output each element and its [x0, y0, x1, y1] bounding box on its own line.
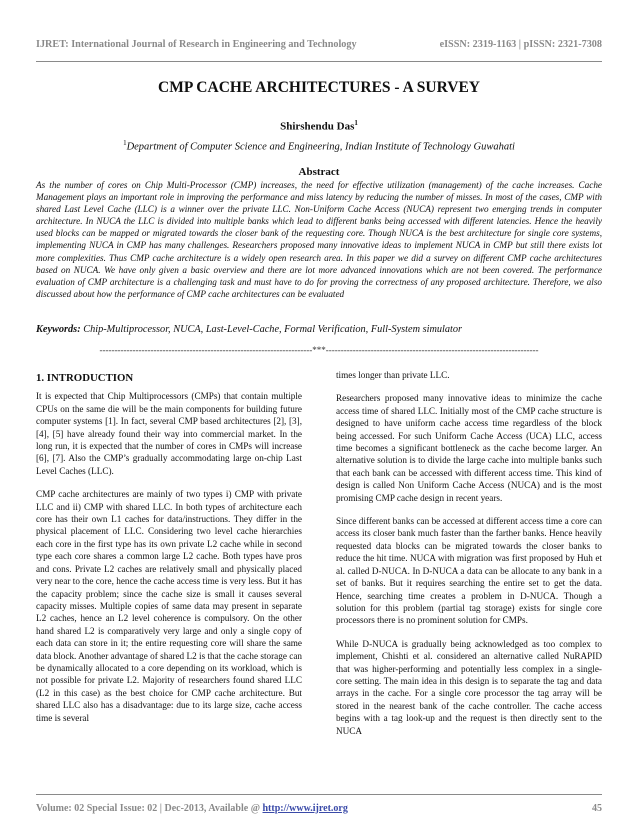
section-heading: 1. INTRODUCTION: [36, 372, 134, 384]
affiliation-text: Department of Computer Science and Engineering, Indian Institute of Technology Guwahati: [126, 141, 515, 153]
paragraph: Since different banks can be accessed at different access time a core can access its closer bank much faster than the farther banks. Hence heavily requested data blocks can be migrated towards the closer banks to reduce the hit time. NUCA with migration was first proposed by Huh et al. called D-NUCA. In D-NUCA a data can be allocate to any bank in a set of banks. But it requires searching the entire set to get the data. Hence, searching time creates a problem in D-NUCA. Though a solution for this problem (partial tag storage) exists for single core processors there is no prominent solution for CMPs.: [336, 516, 602, 626]
footer-url-link[interactable]: http://www.ijret.org: [262, 803, 348, 814]
issn-text: eISSN: 2319-1163 | pISSN: 2321-7308: [439, 39, 602, 50]
affiliation-sup: 1: [123, 139, 127, 147]
keywords-label: Keywords:: [36, 324, 81, 335]
paragraph: CMP cache architectures are mainly of two types i) CMP with private LLC and ii) CMP with shared LLC. In both types of architecture each core has their own L1 caches for data/instructions. They differ in the physical placement of LLC. Considering two level cache hierarchies each core in the first type has its own private L2 cache while in second type each core shares a common large L2 cache. Both types have pros and cons. Private L2 caches are relatively small and physically placed very near to the core, hence the cache access time is very less. But it has the capacity problem; since the cache size is small it causes several capacity misses. Multiple copies of same data may present in separate L2 caches, hence an L2 level coherence is compulsory. On the other hand shared L2 is comparatively very large and only a single copy of each data can store in it; the entire requesting core will share the same data block. Another advantage of shared L2 is that the cache storage can be dynamically allocated to a core depending on its workload, which is not possible for private L2. Majority of researchers found shared LLC (L2 in this case) as the best choice for CMP cache architecture. But shared LLC also has a disadvantage: due to its large size, cache access time is several: [36, 489, 302, 723]
keywords-text: Chip-Multiprocessor, NUCA, Last-Level-Cache, Formal Verification, Full-System simulator: [83, 324, 463, 335]
author-name: Shirshendu Das: [280, 120, 355, 133]
footer-rule: [36, 794, 602, 795]
header-rule: [36, 61, 602, 62]
keywords: [36, 324, 602, 335]
abstract-text: As the number of cores on Chip Multi-Processor (CMP) increases, the need for effective utilization (management) of the cache increases. Cache Management plays an important role in improving the performance and miss latency by reducing the number of misses. In most of the cases, CMP with shared Last Level Cache (LLC) is a winner over the private LLC. Non-Uniform Cache Access (NUCA) represent two emerging trends in computer architecture. In NUCA the LLC is divided into multiple banks which lead to different banks being accessed with different latencies. Hence the heavily used blocks can be mapped or migrated towards the closer bank of the requesting core. Though NUCA is the best architecture for single core systems, implementing NUCA in CMP has many challenges. Researchers proposed many innovative ideas to implement NUCA in CMP but still there exists lot more complexities. Thus CMP cache architecture is a widely open research area. In this paper we did a survey on different CMP cache architectures based on NUCA. We have only given a basic overview and there are lot more advanced innovations which are not been covered. The performance evaluation of CMP architecture is a challenging task and must have to do for proving the correctness of any proposed architecture. Therefore, we also discussed about how the performance of CMP cache architectures can be evaluated: [36, 180, 602, 299]
affiliation: [36, 139, 602, 153]
paper-title: CMP CACHE ARCHITECTURES - A SURVEY: [158, 79, 480, 96]
paragraph: While D-NUCA is gradually being acknowledged as too complex to implement, Chishti et al. considered an alternative called NuRAPID that was higher-performing and potentially less complex in a single-core setting. The main idea in this design is to separate the tag and data arrays in the cache. For a single core processor the tag array will be stored in the nearest bank of the cache controller. The cache access begins with a tag look-up and the request is then directly sent to the NUCA: [336, 638, 602, 736]
running-header: [36, 39, 602, 50]
abstract-heading: Abstract: [298, 166, 340, 178]
paragraph: It is expected that Chip Multiprocessors (CMPs) that contain multiple CPUs on the same die will be the main components for building future computer systems [1]. In fact, several CMP based architectures [2], [3], [4], [5] have already found their way into commercial market. In the long run, it is expected that the number of cores in CMPs will increase [6], [7]. Also the CMP’s gradually accommodating large on-chip Last Level Caches (LLC).: [36, 391, 302, 476]
author: [36, 119, 602, 133]
right-column: [336, 369, 602, 748]
page-footer: [36, 803, 602, 814]
journal-name: IJRET: International Journal of Research in Engineering and Technology: [36, 39, 357, 50]
paragraph: times longer than private LLC.: [336, 370, 450, 380]
page-number: 45: [592, 803, 602, 814]
section-separator: -----------------------------------------------------------------------***-----------------------------------------------------------------------: [99, 345, 539, 355]
paragraph: Researchers proposed many innovative ideas to minimize the cache access time of shared LLC. Initially most of the CMP cache structure is designed to have uniform cache access time regardless of the block being accessed. For such Uniform Cache Access (UCA) LLC, access time becomes a significant bottleneck as the cache become larger. An alternative solution is to divide the large cache into multiple banks such that each bank can be accessed with different access time. This kind of design is called Non Uniform Cache Access (NUCA) and is the most promising CMP cache design in recent years.: [336, 393, 602, 503]
footer-volume: Volume: 02 Special Issue: 02 | Dec-2013, Available @: [36, 803, 263, 814]
left-column: [36, 372, 302, 735]
author-sup: 1: [354, 119, 358, 127]
